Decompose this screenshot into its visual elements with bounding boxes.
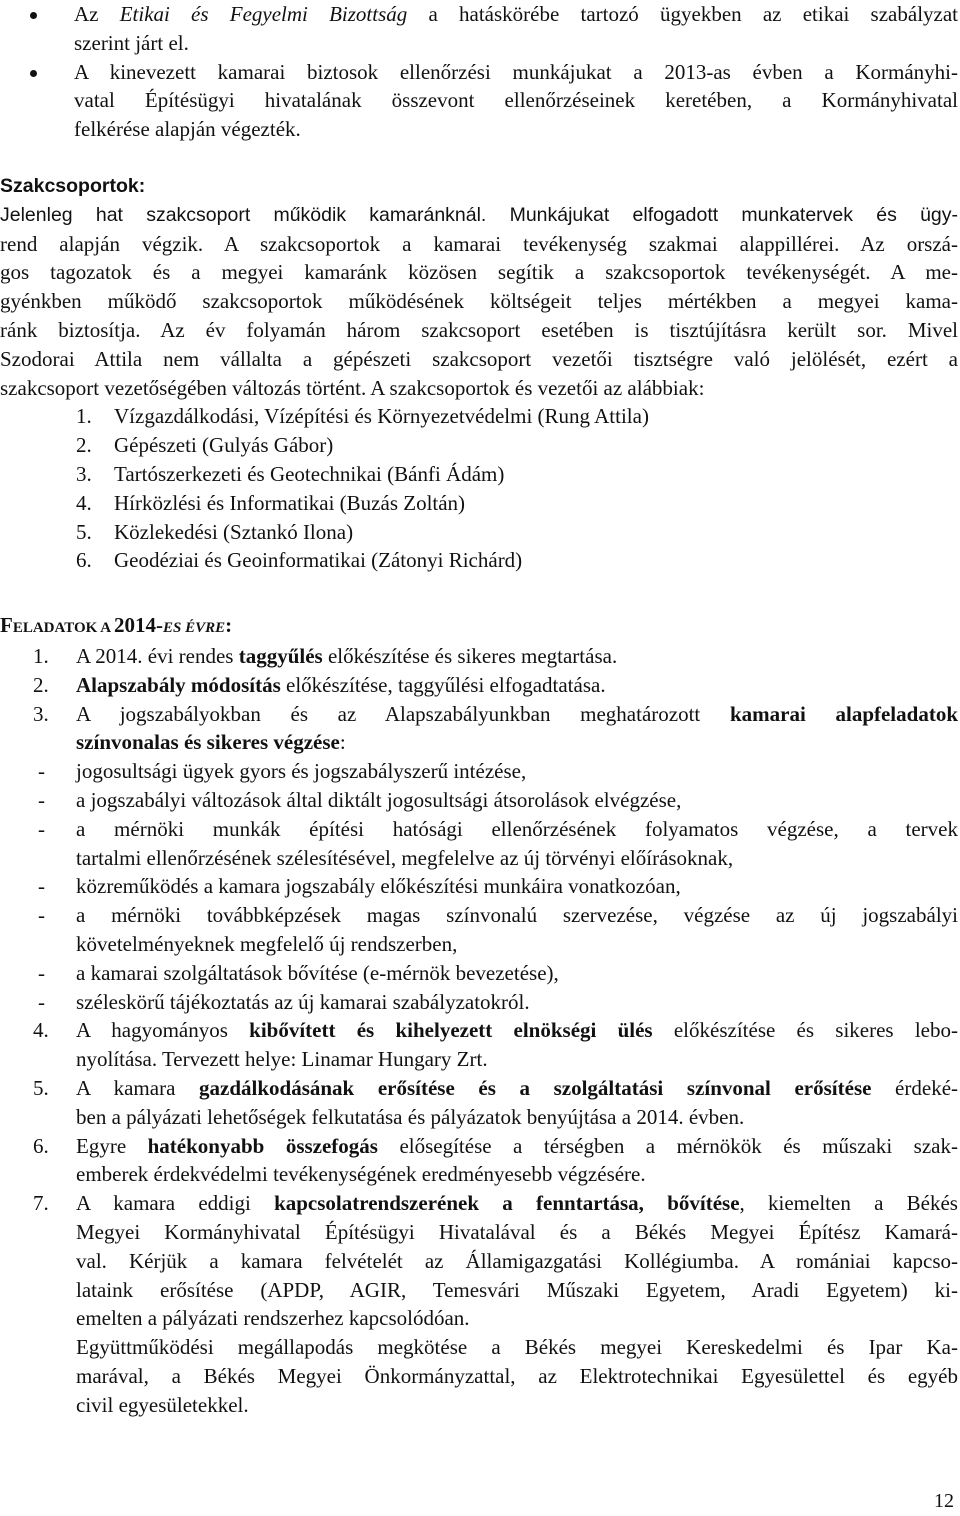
item-number: 2. [33,672,49,697]
text-line [76,642,958,671]
text-run: marával, a Békés Megyei Önkormányzattal, az Elektrotechnikai Egyesülettel és egyéb [76,1363,958,1388]
task-item [0,671,958,700]
feladatok-heading [0,611,958,643]
task-item [0,1074,958,1132]
text-line: Szodorai Attila nem vállalta a gépészeti szakcsoport vezetői tisztségre való jelölését, ezért a [0,346,958,371]
text-line [76,1189,958,1218]
bold-text: gazdálkodásának erősítése és a szolgáltatási színvonal erősítése [199,1075,872,1100]
text-run: előkészítése és sikeres megtartása. [322,644,618,668]
item-number: 2. [76,433,92,458]
dash-item [38,988,958,1017]
text-line: széleskörű tájékoztatás az új kamarai szabályzatokról. [76,989,530,1014]
text-run: előkészítése, taggyűlési elfogadtatása. [280,672,606,697]
item-number: 3. [76,461,92,486]
text-line: a kamarai szolgáltatások bővítése (e-mérnök bevezetése), [76,960,559,985]
text-run: A kamara [76,1075,200,1100]
bullet-icon [30,70,37,77]
text-run: a hatáskörébe tartozó ügyekben az etikai szabályzat [407,2,959,26]
item-number: 4. [76,490,92,515]
text-run: emelten a pályázati rendszerhez kapcsolódóan. [76,1306,470,1331]
dash-marker: - [38,989,45,1014]
dash-item [38,872,958,901]
text-run: szerint járt el. [74,30,189,55]
text-line: közreműködés a kamara jogszabály előkészítési munkáira vonatkozóan, [76,874,681,899]
group-item [0,489,958,518]
text-run: vatal Építésügyi hivatalának összevont ellenőrzéseinek keretében, a Kormányhivatal [74,88,958,113]
text-line [76,671,958,700]
page-number: 12 [934,1490,954,1512]
dash-marker: - [38,759,45,784]
text-line [76,1045,958,1074]
item-number: 1. [76,404,92,429]
group-label: Tartószerkezeti és Geotechnikai (Bánfi Ádám) [114,461,505,486]
bold-text: Alapszabály módosítás [76,672,281,697]
dash-marker: - [38,787,45,812]
text-line [76,1333,958,1362]
dash-marker: - [38,874,45,899]
group-item [0,460,958,489]
item-number: 7. [33,1191,49,1216]
group-label: Geodéziai és Geoinformatikai (Zátonyi Richárd) [114,548,523,573]
heading-smallcaps: ELADATOK A [12,620,114,636]
text-run: A jogszabályokban és az Alapszabályunkban meghatározott [76,701,730,726]
text-line: a mérnöki munkák építési hatósági ellenőrzésének folyamatos végzése, a tervek [76,816,958,841]
task-item [0,1189,958,1419]
text-line [76,1276,958,1305]
text-line [76,1304,958,1333]
dash-item [38,786,958,815]
text-line: követelményeknek megfelelő új rendszerben, [76,931,458,956]
group-item [0,518,958,547]
item-number: 4. [33,1018,49,1043]
text-run: elősegítése a térségben a mérnökök és műszaki szak- [377,1133,958,1158]
bullet-item [0,58,958,144]
text-line: Jelenleg hat szakcsoport működik kamaránknál. Munkájukat elfogadott munkatervek és ügy- [0,203,958,226]
group-item [0,546,958,575]
bold-text: kapcsolatrendszerének a fenntartása, bővítése [274,1191,740,1216]
text-line: gos tagozatok és a megyei kamaránk közösen segítik a szakcsoportok tevékenységét. A me- [0,260,958,285]
text-run: Egyre [76,1133,148,1158]
bold-text: hatékonyabb összefogás [147,1133,378,1158]
text-run: érdeké- [871,1075,959,1100]
text-run: felkérése alapján végezték. [74,117,301,142]
task-item [0,700,958,1017]
szakcsoportok-section [0,172,958,575]
text-run: : [339,730,346,755]
item-number: 6. [33,1133,49,1158]
text-run: nyolítása. Tervezett helye: Linamar Hungary Zrt. [76,1047,488,1072]
text-run: A hagyományos [76,1018,250,1043]
bold-text: taggyűlés [238,644,323,668]
group-label: Vízgazdálkodási, Vízépítési és Környezetvédelmi (Rung Attila) [114,404,649,429]
dash-marker: - [38,903,45,928]
text-run: A 2014. évi rendes [76,644,239,668]
text-run: civil egyesületekkel. [76,1392,249,1417]
text-line [76,1132,958,1161]
text-line: gyénkben működő szakcsoportok működésének költségeit teljes mértékben a megyei kama- [0,289,958,314]
text-line: a jogszabályi változások által diktált jogosultsági átsorolások elvégzése, [76,787,682,812]
task-list [0,642,958,1420]
item-number: 1. [33,644,49,668]
text-line: tartalmi ellenőrzésének szélesítésével, megfelelve az új törvényi előírásoknak, [76,845,734,870]
group-item [0,431,958,460]
text-line: a mérnöki továbbképzések magas színvonalú szervezése, végzése az új jogszabályi [76,903,958,928]
text-run: , kiemelten a Békés [739,1191,958,1216]
item-number: 5. [33,1075,49,1100]
text-run: Az [74,2,120,26]
dash-item [38,959,958,988]
item-number: 6. [76,548,92,573]
task-item [0,1132,958,1190]
section-heading: Szakcsoportok: [0,175,146,197]
bullet-list [0,0,958,144]
dash-item [38,901,958,959]
bullet-item [0,0,958,58]
text-line [76,1074,958,1103]
text-line [74,58,958,87]
item-number: 5. [76,519,92,544]
text-line [76,1103,958,1132]
heading-suffix: ES ÉVRE [162,620,226,636]
text-run: emberek érdekvédelmi tevékenységének eredményesebb végzésére. [76,1162,646,1187]
text-line: szakcsoport vezetőségében változás történt. A szakcsoportok és vezetői az alábbiak: [0,375,705,400]
text-line: ránk biztosítja. Az év folyamán három szakcsoport esetében is tisztújításra került sor. Mivel [0,317,958,342]
group-label: Közlekedési (Sztankó Ilona) [114,519,354,544]
text-line [74,115,958,144]
text-line [76,700,958,729]
group-label: Hírközlési és Informatikai (Buzás Zoltán) [114,490,466,515]
text-line [76,1218,958,1247]
dash-list [38,757,958,1016]
dash-marker: - [38,816,45,841]
text-line [76,1016,958,1045]
text-run: val. Kérjük a kamara felvételét az Államigazgatási Kollégiumba. A romániai kapcso- [76,1248,958,1273]
bold-text: színvonalas és sikeres végzése [76,730,340,755]
text-line: jogosultsági ügyek gyors és jogszabályszerű intézése, [76,759,527,784]
text-line [74,29,958,58]
dash-item [38,815,958,873]
text-line [74,0,958,29]
text-run: Megyei Kormányhivatal Építésügyi Hivatalával és a Békés Megyei Építész Kamará- [76,1219,958,1244]
bold-text: kibővített és kihelyezett elnökségi ülés [249,1018,653,1043]
text-run: A kamara eddigi [76,1191,275,1216]
text-line [74,86,958,115]
text-run: lataink erősítése (APDP, AGIR, Temesvári Műszaki Egyetem, Aradi Egyetem) ki- [76,1277,958,1302]
dash-item [38,757,958,786]
text-line [76,1362,958,1391]
task-item [0,1016,958,1074]
item-number: 3. [33,701,49,726]
text-run: előkészítése és sikeres lebo- [652,1018,958,1043]
text-line: rend alapján végzik. A szakcsoportok a kamarai tevékenység szakmai alappillérei. Az orszá- [0,231,958,256]
heading-year: 2014- [113,613,163,637]
text-line [76,728,958,757]
heading-colon: : [225,613,233,637]
text-run: ben a pályázati lehetőségek felkutatása és pályázatok benyújtása a 2014. évben. [76,1104,745,1129]
text-line [76,1247,958,1276]
group-list [0,402,958,575]
bold-text: kamarai alapfeladatok [729,701,958,726]
text-line [76,1391,958,1420]
group-item [0,402,958,431]
dash-marker: - [38,960,45,985]
section-paragraph [0,201,958,403]
task-item [0,642,958,671]
italic-text: Etikai és Fegyelmi Bizottság [119,2,408,26]
text-run: Együttműködési megállapodás megkötése a Békés megyei Kereskedelmi és Ipar Ka- [76,1335,958,1360]
group-label: Gépészeti (Gulyás Gábor) [114,433,334,458]
text-line [76,1160,958,1189]
heading-letter: F [0,613,13,637]
text-run: A kinevezett kamarai biztosok ellenőrzési munkájukat a 2013-as évben a Kormányhi- [74,59,958,84]
bullet-icon [30,12,37,19]
